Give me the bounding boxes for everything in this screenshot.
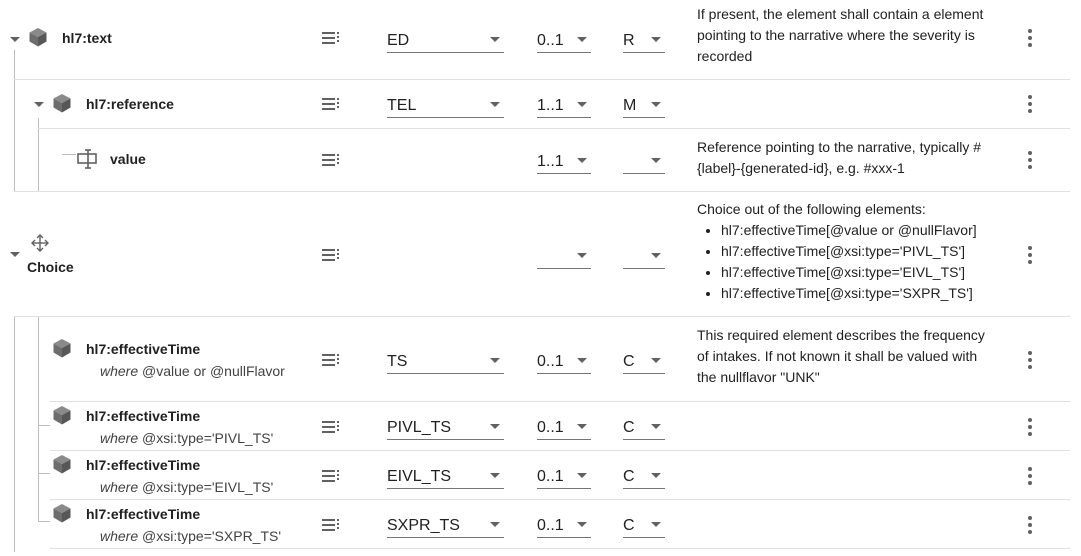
datatype-value: PIVL_TS bbox=[387, 419, 452, 436]
table-row[interactable] bbox=[0, 500, 1081, 548]
cardinality-value: 0..1 bbox=[537, 419, 564, 436]
datatype-value: ED bbox=[387, 32, 410, 49]
row-divider bbox=[50, 548, 1070, 549]
predicate-text: @xsi:type='EIVL_TS' bbox=[142, 479, 274, 495]
datatype-value: TS bbox=[387, 353, 408, 370]
datatype-select[interactable] bbox=[387, 348, 504, 374]
conformance-select[interactable] bbox=[623, 92, 665, 118]
expand-arrow-icon[interactable] bbox=[34, 102, 44, 107]
choice-list bbox=[697, 220, 997, 304]
chevron-down-icon bbox=[651, 522, 661, 527]
predicate-text: @xsi:type='PIVL_TS' bbox=[142, 430, 274, 446]
datatype-select[interactable] bbox=[387, 92, 504, 118]
chevron-down-icon bbox=[577, 253, 587, 258]
conformance-select[interactable] bbox=[623, 348, 665, 374]
expand-arrow-icon[interactable] bbox=[10, 252, 20, 257]
cardinality-select[interactable] bbox=[537, 414, 591, 440]
table-row[interactable] bbox=[0, 402, 1081, 450]
chevron-down-icon bbox=[651, 358, 661, 363]
chevron-down-icon bbox=[490, 522, 500, 527]
conformance-select[interactable] bbox=[623, 148, 665, 174]
more-vert-icon[interactable] bbox=[1026, 151, 1034, 169]
drag-list-icon[interactable] bbox=[322, 97, 340, 111]
predicate-text: @value or @nullFlavor bbox=[142, 363, 285, 379]
chevron-down-icon bbox=[577, 358, 587, 363]
cardinality-select[interactable] bbox=[537, 27, 591, 53]
chevron-down-icon bbox=[577, 158, 587, 163]
chevron-down-icon bbox=[651, 253, 661, 258]
datatype-select[interactable] bbox=[387, 27, 504, 53]
table-row[interactable] bbox=[0, 80, 1081, 128]
predicate-text: @xsi:type='SXPR_TS' bbox=[142, 528, 282, 544]
cube-icon bbox=[28, 27, 48, 47]
more-vert-icon[interactable] bbox=[1026, 516, 1034, 534]
datatype-value: SXPR_TS bbox=[387, 517, 460, 534]
table-row[interactable] bbox=[0, 451, 1081, 499]
list-item: • hl7:effectiveTime[@xsi:type='SXPR_TS'] bbox=[721, 283, 997, 304]
datatype-value: EIVL_TS bbox=[387, 468, 452, 485]
conformance-value: C bbox=[623, 419, 635, 436]
cardinality-select[interactable] bbox=[537, 512, 591, 538]
description bbox=[697, 199, 997, 304]
chevron-down-icon bbox=[651, 37, 661, 42]
where-keyword: where bbox=[100, 430, 139, 446]
chevron-down-icon bbox=[577, 424, 587, 429]
conformance-select[interactable] bbox=[623, 463, 665, 489]
cube-icon bbox=[52, 93, 72, 113]
conformance-value: C bbox=[623, 468, 635, 485]
chevron-down-icon bbox=[651, 424, 661, 429]
list-item: • hl7:effectiveTime[@xsi:type='EIVL_TS'] bbox=[721, 262, 997, 283]
chevron-down-icon bbox=[651, 473, 661, 478]
cardinality-select[interactable] bbox=[537, 92, 591, 118]
more-vert-icon[interactable] bbox=[1026, 467, 1034, 485]
conformance-select[interactable] bbox=[623, 512, 665, 538]
conformance-select[interactable] bbox=[623, 27, 665, 53]
more-vert-icon[interactable] bbox=[1026, 418, 1034, 436]
list-item: • hl7:effectiveTime[@value or @nullFlavor] bbox=[721, 220, 997, 241]
description: Reference pointing to the narrative, typically #{label}-{generated-id}, e.g. #xxx-1 bbox=[697, 139, 982, 176]
where-predicate bbox=[100, 479, 273, 495]
choice-arrows-icon bbox=[30, 233, 50, 253]
table-row[interactable] bbox=[0, 192, 1081, 316]
chevron-down-icon bbox=[490, 37, 500, 42]
cardinality-select[interactable] bbox=[537, 243, 591, 269]
cardinality-select[interactable] bbox=[537, 348, 591, 374]
cardinality-value: 1..1 bbox=[537, 153, 564, 170]
conformance-select[interactable] bbox=[623, 414, 665, 440]
chevron-down-icon bbox=[490, 102, 500, 107]
chevron-down-icon bbox=[490, 358, 500, 363]
drag-list-icon[interactable] bbox=[322, 153, 340, 167]
chevron-down-icon bbox=[577, 522, 587, 527]
attribute-name: value bbox=[110, 151, 146, 167]
cardinality-select[interactable] bbox=[537, 463, 591, 489]
cardinality-value: 0..1 bbox=[537, 517, 564, 534]
where-predicate bbox=[100, 363, 285, 379]
cube-icon bbox=[52, 503, 72, 523]
expand-arrow-icon[interactable] bbox=[10, 37, 20, 42]
datatype-value: TEL bbox=[387, 97, 417, 114]
chevron-down-icon bbox=[490, 473, 500, 478]
where-keyword: where bbox=[100, 479, 139, 495]
chevron-down-icon bbox=[651, 158, 661, 163]
choice-label: Choice bbox=[27, 259, 74, 275]
element-name: hl7:text bbox=[62, 30, 112, 46]
more-vert-icon[interactable] bbox=[1026, 29, 1034, 47]
cube-icon bbox=[52, 405, 72, 425]
description: This required element describes the frequency of intakes. If not known it shall be valued with the nullflavor "UNK" bbox=[697, 327, 985, 385]
where-keyword: where bbox=[100, 528, 139, 544]
chevron-down-icon bbox=[577, 37, 587, 42]
conformance-value: M bbox=[623, 97, 637, 114]
conformance-value: C bbox=[623, 517, 635, 534]
choice-intro: Choice out of the following elements: bbox=[697, 201, 926, 217]
cardinality-value: 0..1 bbox=[537, 353, 564, 370]
more-vert-icon[interactable] bbox=[1026, 95, 1034, 113]
list-item: • hl7:effectiveTime[@xsi:type='PIVL_TS'] bbox=[721, 241, 997, 262]
cube-icon bbox=[52, 454, 72, 474]
element-name: hl7:effectiveTime bbox=[86, 341, 201, 357]
datatype-select[interactable] bbox=[387, 463, 504, 489]
drag-list-icon[interactable] bbox=[322, 518, 340, 532]
element-name: hl7:effectiveTime bbox=[86, 457, 201, 473]
cardinality-value: 1..1 bbox=[537, 97, 564, 114]
cardinality-select[interactable] bbox=[537, 148, 591, 174]
description: If present, the element shall contain a element pointing to the narrative where the severity is recorded bbox=[697, 6, 984, 64]
where-predicate bbox=[100, 430, 273, 446]
table-row[interactable] bbox=[0, 129, 1081, 191]
conformance-value: C bbox=[623, 353, 635, 370]
cube-icon bbox=[52, 338, 72, 358]
table-row[interactable] bbox=[0, 0, 1081, 80]
conformance-value: R bbox=[623, 32, 635, 49]
table-row[interactable] bbox=[0, 317, 1081, 401]
more-vert-icon[interactable] bbox=[1026, 246, 1034, 264]
chevron-down-icon bbox=[490, 424, 500, 429]
more-vert-icon[interactable] bbox=[1026, 351, 1034, 369]
datatype-select[interactable] bbox=[387, 414, 504, 440]
drag-list-icon[interactable] bbox=[322, 31, 340, 45]
datatype-select[interactable] bbox=[387, 512, 504, 538]
drag-list-icon[interactable] bbox=[322, 353, 340, 367]
chevron-down-icon bbox=[651, 102, 661, 107]
drag-list-icon[interactable] bbox=[322, 420, 340, 434]
attribute-icon bbox=[76, 149, 98, 169]
conformance-select[interactable] bbox=[623, 243, 665, 269]
cardinality-value: 0..1 bbox=[537, 468, 564, 485]
element-name: hl7:effectiveTime bbox=[86, 408, 201, 424]
cardinality-value: 0..1 bbox=[537, 32, 564, 49]
drag-list-icon[interactable] bbox=[322, 248, 340, 262]
element-name: hl7:reference bbox=[86, 96, 174, 112]
chevron-down-icon bbox=[577, 102, 587, 107]
chevron-down-icon bbox=[577, 473, 587, 478]
element-name: hl7:effectiveTime bbox=[86, 506, 201, 522]
where-predicate bbox=[100, 528, 281, 544]
where-keyword: where bbox=[100, 363, 139, 379]
drag-list-icon[interactable] bbox=[322, 469, 340, 483]
